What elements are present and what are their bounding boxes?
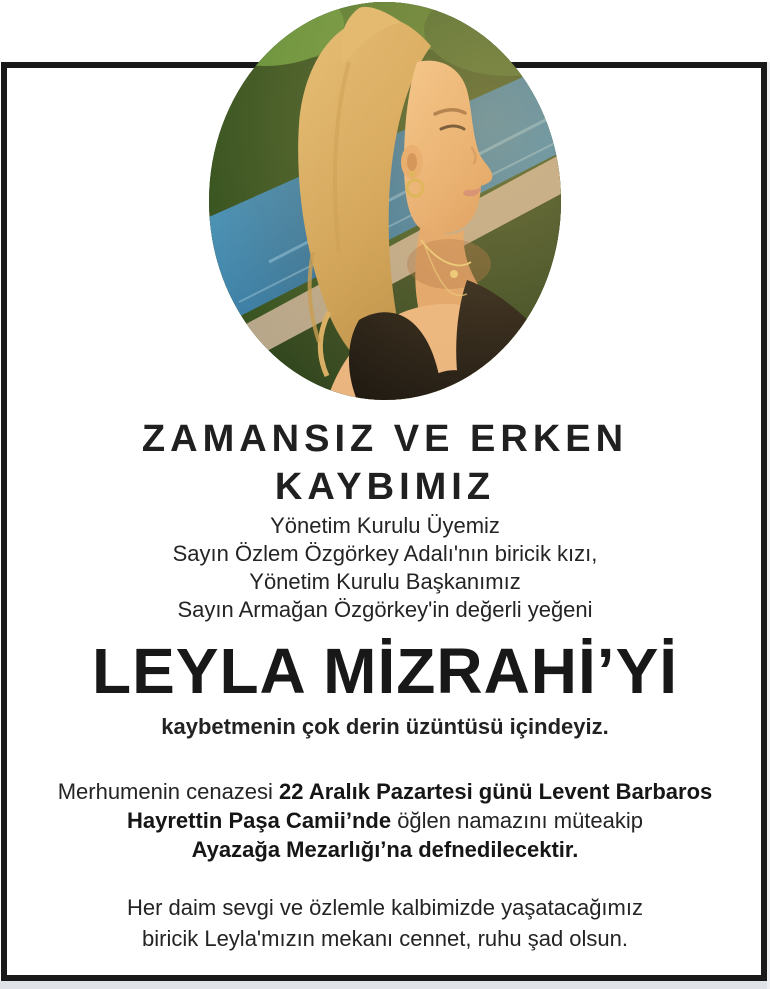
heading-line1: ZAMANSIZ VE ERKEN <box>141 418 629 460</box>
page-edge-shadow-bottom <box>0 981 770 989</box>
funeral-text-regular: Merhumenin cenazesi <box>57 779 280 804</box>
closing <box>0 892 770 954</box>
funeral-text-regular: öğlen namazını müteakip <box>391 808 644 833</box>
portrait-photo <box>209 2 561 400</box>
heading <box>0 415 770 511</box>
closing-line: Her daim sevgi ve özlemle kalbimizde yaşatacağımız <box>127 895 643 920</box>
intro-line: Yönetim Kurulu Üyemiz <box>270 513 500 538</box>
intro-line: Sayın Özlem Özgörkey Adalı'nın biricik kızı, <box>172 541 598 566</box>
funeral-detail-line <box>0 777 770 806</box>
portrait-photo-illustration <box>209 2 561 400</box>
closing-line: biricik Leyla'mızın mekanı cennet, ruhu şad olsun. <box>142 926 628 951</box>
funeral-text-bold: 22 Aralık Pazartesi günü Levent Barbaros <box>279 779 713 804</box>
deceased-name: LEYLA MİZRAHİ’Yİ <box>91 635 679 707</box>
funeral-detail-line <box>0 806 770 835</box>
heading-line2: KAYBIMIZ <box>274 466 496 508</box>
funeral-detail-line <box>0 835 770 864</box>
intro <box>0 512 770 624</box>
intro-line: Sayın Armağan Özgörkey'in değerli yeğeni <box>177 597 593 622</box>
intro-line: Yönetim Kurulu Başkanımız <box>249 569 521 594</box>
funeral-text-bold: Ayazağa Mezarlığı’na defnedilecektir. <box>191 837 579 862</box>
condolence-line: kaybetmenin çok derin üzüntüsü içindeyiz. <box>161 714 609 739</box>
funeral-details <box>0 777 770 864</box>
funeral-text-bold: Hayrettin Paşa Camii’nde <box>126 808 392 833</box>
